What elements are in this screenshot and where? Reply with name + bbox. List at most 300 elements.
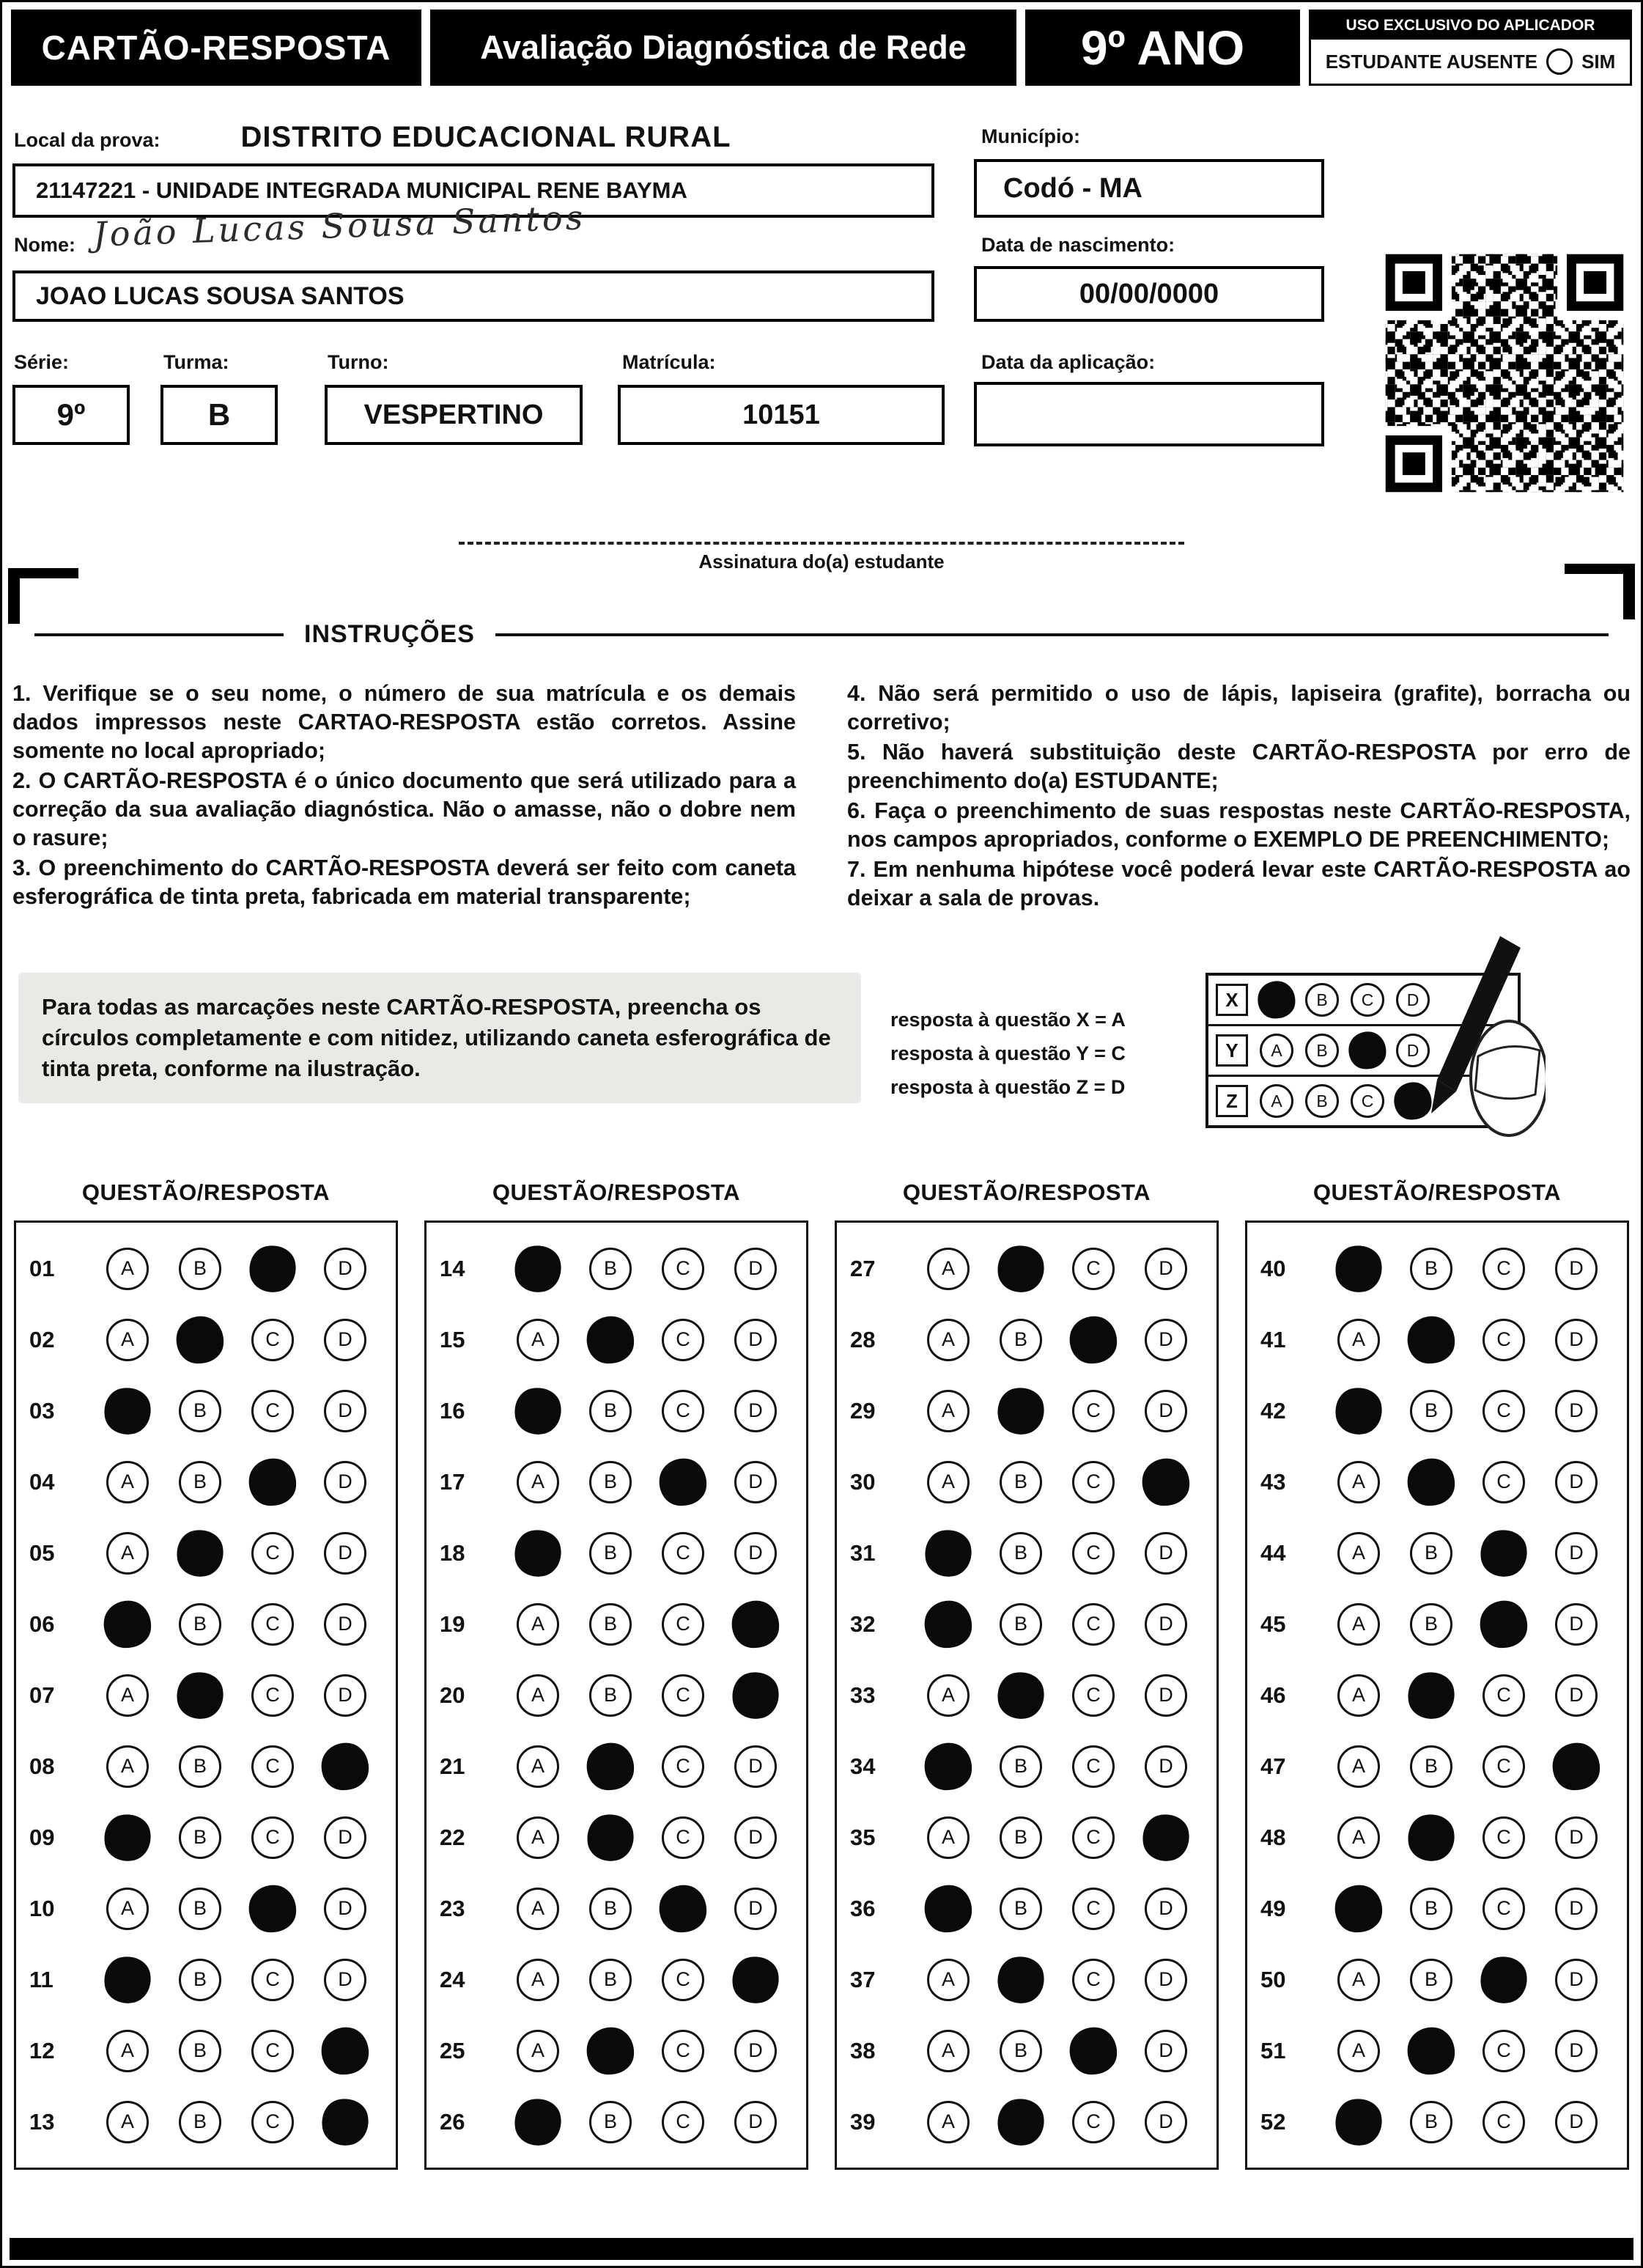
signature-line[interactable]	[459, 542, 1184, 545]
question-number: 29	[850, 1397, 876, 1424]
bubble-q41-C[interactable]: C	[1483, 1319, 1525, 1361]
bubble-q11-D[interactable]: D	[324, 1959, 366, 2001]
bubble-q14-D[interactable]: D	[734, 1248, 777, 1290]
absent-label: ESTUDANTE AUSENTE	[1325, 50, 1538, 73]
bubble-q21-B[interactable]	[583, 1739, 637, 1793]
bubble-q04-A[interactable]: A	[106, 1461, 149, 1503]
bubble-q27-B[interactable]	[994, 1242, 1048, 1296]
bubble-q15-A[interactable]: A	[517, 1319, 559, 1361]
question-number: 44	[1260, 1539, 1286, 1566]
example-caption-line-y: resposta à questão Y = C	[890, 1042, 1126, 1065]
bubble-q13-B[interactable]: B	[179, 2101, 221, 2143]
bubble-q39-B[interactable]	[994, 2095, 1048, 2149]
nascimento-box: 00/00/0000	[974, 266, 1324, 322]
question-row-34	[837, 1745, 1216, 1788]
question-number: 48	[1260, 1824, 1286, 1850]
bubble-q44-D[interactable]: D	[1555, 1532, 1598, 1575]
question-row-30	[837, 1461, 1216, 1503]
bubble-q45-D[interactable]: D	[1555, 1603, 1598, 1646]
example-bubble-X-C: C	[1351, 983, 1384, 1017]
bubble-q02-A[interactable]: A	[106, 1319, 149, 1361]
bubble-q45-A[interactable]: A	[1337, 1603, 1380, 1646]
bubble-q18-D[interactable]: D	[734, 1532, 777, 1575]
nome-label: Nome:	[14, 234, 76, 256]
bubble-q02-C[interactable]: C	[251, 1319, 294, 1361]
bubble-q40-D[interactable]: D	[1555, 1248, 1598, 1290]
bubble-q27-A[interactable]: A	[927, 1248, 970, 1290]
bubble-q19-C[interactable]: C	[662, 1603, 704, 1646]
bubble-q26-D[interactable]: D	[734, 2101, 777, 2143]
bubble-q43-D[interactable]: D	[1555, 1461, 1598, 1503]
bubble-q30-A[interactable]: A	[927, 1461, 970, 1503]
bubble-q12-D[interactable]	[318, 2024, 372, 2077]
bubble-q29-C[interactable]: C	[1072, 1390, 1115, 1432]
bubble-q25-D[interactable]: D	[734, 2030, 777, 2072]
question-row-36	[837, 1888, 1216, 1930]
turno-label: Turno:	[328, 351, 389, 373]
bubble-q35-A[interactable]: A	[927, 1816, 970, 1859]
question-row-52	[1247, 2101, 1627, 2143]
bubble-q21-C[interactable]: C	[662, 1745, 704, 1788]
bubble-q13-D[interactable]	[318, 2095, 372, 2149]
bubble-q08-A[interactable]: A	[106, 1745, 149, 1788]
bubble-q22-A[interactable]: A	[517, 1816, 559, 1859]
question-row-13	[16, 2101, 396, 2143]
bubble-q46-A[interactable]: A	[1337, 1674, 1380, 1717]
bubble-q04-C[interactable]	[245, 1455, 299, 1509]
example-caption-line-z: resposta à questão Z = D	[890, 1076, 1126, 1099]
bubble-q20-D[interactable]	[728, 1668, 783, 1723]
bubble-q09-C[interactable]: C	[251, 1816, 294, 1859]
bubble-q16-A[interactable]	[511, 1384, 565, 1438]
question-number: 08	[29, 1753, 55, 1779]
example-caption-line-x: resposta à questão X = A	[890, 1009, 1126, 1031]
bubble-q06-D[interactable]: D	[324, 1603, 366, 1646]
question-row-24	[427, 1959, 806, 2001]
bubble-q39-D[interactable]: D	[1145, 2101, 1187, 2143]
question-row-15	[427, 1319, 806, 1361]
bubble-q17-B[interactable]: B	[589, 1461, 632, 1503]
bubble-q47-C[interactable]: C	[1483, 1745, 1525, 1788]
bubble-q37-A[interactable]: A	[927, 1959, 970, 2001]
example-bubble-Z-A: A	[1260, 1084, 1293, 1118]
bubble-q14-A[interactable]	[511, 1242, 565, 1296]
bubble-q11-B[interactable]: B	[179, 1959, 221, 2001]
answer-column-header: QUESTÃO/RESPOSTA	[81, 1179, 331, 1206]
bubble-q28-D[interactable]: D	[1145, 1319, 1187, 1361]
bubble-q24-C[interactable]: C	[662, 1959, 704, 2001]
bubble-q40-A[interactable]	[1332, 1242, 1386, 1296]
bubble-q20-C[interactable]: C	[662, 1674, 704, 1717]
answer-column-1	[14, 1179, 398, 2170]
bubble-q36-B[interactable]: B	[1000, 1888, 1042, 1930]
bubble-q42-B[interactable]: B	[1410, 1390, 1452, 1432]
bubble-q38-C[interactable]	[1066, 2024, 1120, 2077]
example-row-label: Y	[1216, 1034, 1248, 1067]
answer-box	[835, 1220, 1219, 2170]
bubble-q26-B[interactable]: B	[589, 2101, 632, 2143]
bubble-q52-D[interactable]: D	[1555, 2101, 1598, 2143]
bubble-q19-D[interactable]	[728, 1597, 782, 1651]
question-row-04	[16, 1461, 396, 1503]
bubble-q16-C[interactable]: C	[662, 1390, 704, 1432]
bubble-q37-C[interactable]: C	[1072, 1959, 1115, 2001]
signature-area	[459, 542, 1184, 573]
bubble-q25-B[interactable]	[583, 2024, 637, 2077]
answer-box	[1245, 1220, 1629, 2170]
bubble-q38-B[interactable]: B	[1000, 2030, 1042, 2072]
bubble-q11-C[interactable]: C	[251, 1959, 294, 2001]
bubble-q38-D[interactable]: D	[1145, 2030, 1187, 2072]
question-number: 09	[29, 1824, 55, 1850]
turma-box: B	[160, 385, 278, 445]
bubble-q15-C[interactable]: C	[662, 1319, 704, 1361]
bubble-q40-B[interactable]: B	[1410, 1248, 1452, 1290]
bubble-q39-C[interactable]: C	[1072, 2101, 1115, 2143]
instructions-right-column	[847, 680, 1631, 914]
bubble-q15-B[interactable]	[583, 1313, 637, 1366]
bubble-q11-A[interactable]	[100, 1953, 155, 2007]
bubble-q08-C[interactable]: C	[251, 1745, 294, 1788]
question-row-48	[1247, 1816, 1627, 1859]
bubble-q40-C[interactable]: C	[1483, 1248, 1525, 1290]
question-row-11	[16, 1959, 396, 2001]
bubble-q01-C[interactable]	[245, 1242, 300, 1296]
bubble-q47-B[interactable]: B	[1410, 1745, 1452, 1788]
bubble-q46-D[interactable]: D	[1555, 1674, 1598, 1717]
bubble-q47-A[interactable]: A	[1337, 1745, 1380, 1788]
bubble-q49-C[interactable]: C	[1483, 1888, 1525, 1930]
bubble-q44-C[interactable]	[1477, 1526, 1531, 1580]
bubble-q08-B[interactable]: B	[179, 1745, 221, 1788]
bubble-q52-B[interactable]: B	[1410, 2101, 1452, 2143]
bubble-q42-D[interactable]: D	[1555, 1390, 1598, 1432]
bubble-q28-C[interactable]	[1066, 1313, 1120, 1366]
bubble-q01-A[interactable]: A	[106, 1248, 149, 1290]
bubble-q09-B[interactable]: B	[179, 1816, 221, 1859]
question-number: 03	[29, 1397, 55, 1424]
bubble-q39-A[interactable]: A	[927, 2101, 970, 2143]
question-number: 16	[440, 1397, 465, 1424]
question-row-25	[427, 2030, 806, 2072]
bubble-q07-D[interactable]: D	[324, 1674, 366, 1717]
bubble-q27-C[interactable]: C	[1072, 1248, 1115, 1290]
bubble-q48-A[interactable]: A	[1337, 1816, 1380, 1859]
question-row-01	[16, 1248, 396, 1290]
bubble-q02-D[interactable]: D	[324, 1319, 366, 1361]
card-title: CARTÃO-RESPOSTA	[11, 10, 421, 86]
instructions	[12, 680, 1631, 914]
bubble-q32-C[interactable]: C	[1072, 1603, 1115, 1646]
bubble-q34-B[interactable]: B	[1000, 1745, 1042, 1788]
bubble-q31-C[interactable]: C	[1072, 1532, 1115, 1575]
bubble-q52-A[interactable]	[1332, 2095, 1386, 2149]
question-number: 52	[1260, 2108, 1286, 2135]
bubble-q25-C[interactable]: C	[662, 2030, 704, 2072]
bubble-q51-B[interactable]	[1404, 2024, 1458, 2077]
bubble-q34-A[interactable]	[921, 1739, 975, 1793]
bubble-q36-A[interactable]	[921, 1882, 975, 1935]
bubble-q37-D[interactable]: D	[1145, 1959, 1187, 2001]
bubble-q07-A[interactable]: A	[106, 1674, 149, 1717]
bubble-q20-B[interactable]: B	[589, 1674, 632, 1717]
bubble-q43-A[interactable]: A	[1337, 1461, 1380, 1503]
bubble-q35-B[interactable]: B	[1000, 1816, 1042, 1859]
bubble-q33-A[interactable]: A	[927, 1674, 970, 1717]
bubble-q22-D[interactable]: D	[734, 1816, 777, 1859]
bubble-q36-C[interactable]: C	[1072, 1888, 1115, 1930]
example-bubble-X-A	[1255, 979, 1298, 1021]
question-row-09	[16, 1816, 396, 1859]
bubble-q01-D[interactable]: D	[324, 1248, 366, 1290]
bubble-q35-C[interactable]: C	[1072, 1816, 1115, 1859]
bubble-q29-D[interactable]: D	[1145, 1390, 1187, 1432]
bubble-q33-C[interactable]: C	[1072, 1674, 1115, 1717]
municipio-box: Codó - MA	[974, 159, 1324, 218]
bubble-q30-C[interactable]: C	[1072, 1461, 1115, 1503]
bubble-q43-C[interactable]: C	[1483, 1461, 1525, 1503]
bubble-q10-B[interactable]: B	[179, 1888, 221, 1930]
example-row-Y	[1208, 1026, 1518, 1077]
bubble-q07-B[interactable]	[173, 1668, 227, 1723]
bubble-q45-B[interactable]: B	[1410, 1603, 1452, 1646]
question-row-23	[427, 1888, 806, 1930]
bubble-q21-A[interactable]: A	[517, 1745, 559, 1788]
bubble-q47-D[interactable]	[1549, 1739, 1603, 1793]
example-section	[18, 973, 1625, 1128]
question-number: 17	[440, 1468, 465, 1495]
bubble-q50-C[interactable]	[1477, 1953, 1531, 2007]
bubble-q23-C[interactable]	[656, 1882, 709, 1935]
absent-row	[1311, 40, 1630, 84]
question-number: 33	[850, 1682, 876, 1708]
question-number: 43	[1260, 1468, 1286, 1495]
bubble-q09-A[interactable]	[100, 1811, 155, 1865]
bubble-q25-A[interactable]: A	[517, 2030, 559, 2072]
aplicador-title: USO EXCLUSIVO DO APLICADOR	[1311, 12, 1630, 40]
bubble-q51-A[interactable]: A	[1337, 2030, 1380, 2072]
bubble-q24-D[interactable]	[728, 1953, 783, 2007]
bubble-q23-B[interactable]: B	[589, 1888, 632, 1930]
example-bubble-X-B: B	[1305, 983, 1339, 1017]
bubble-q24-B[interactable]: B	[589, 1959, 632, 2001]
bubble-q03-A[interactable]	[100, 1384, 155, 1438]
question-row-03	[16, 1390, 396, 1432]
bubble-q03-D[interactable]: D	[324, 1390, 366, 1432]
question-row-26	[427, 2101, 806, 2143]
instruction-item: 3. O preenchimento do CARTÃO-RESPOSTA deverá ser feito com caneta esferográfica de tinta preta, fabricada em material transparente;	[12, 855, 796, 910]
example-bubble-Y-A: A	[1260, 1034, 1293, 1067]
answers-section	[14, 1179, 1629, 2170]
bubble-q22-B[interactable]	[583, 1811, 638, 1865]
bubble-q13-A[interactable]: A	[106, 2101, 149, 2143]
absent-circle[interactable]	[1546, 48, 1573, 75]
bubble-q50-D[interactable]: D	[1555, 1959, 1598, 2001]
bubble-q44-A[interactable]: A	[1337, 1532, 1380, 1575]
bubble-q02-B[interactable]	[173, 1313, 226, 1366]
bubble-q06-A[interactable]	[100, 1597, 154, 1651]
bubble-q35-D[interactable]	[1139, 1811, 1193, 1865]
instruction-item: 5. Não haverá substituição deste CARTÃO-RESPOSTA por erro de preenchimento do(a) ESTUDANTE;	[847, 740, 1631, 794]
bubble-q13-C[interactable]: C	[251, 2101, 294, 2143]
question-row-18	[427, 1532, 806, 1575]
bubble-q24-A[interactable]: A	[517, 1959, 559, 2001]
bubble-q43-B[interactable]	[1404, 1455, 1458, 1509]
bubble-q19-B[interactable]: B	[589, 1603, 632, 1646]
bubble-q05-B[interactable]	[173, 1526, 227, 1580]
bubble-q42-C[interactable]: C	[1483, 1390, 1525, 1432]
bubble-q14-B[interactable]: B	[589, 1248, 632, 1290]
bubble-q15-D[interactable]: D	[734, 1319, 777, 1361]
bubble-q17-D[interactable]: D	[734, 1461, 777, 1503]
bubble-q16-D[interactable]: D	[734, 1390, 777, 1432]
bubble-q14-C[interactable]: C	[662, 1248, 704, 1290]
question-row-41	[1247, 1319, 1627, 1361]
answer-column-2	[424, 1179, 808, 2170]
bubble-q27-D[interactable]: D	[1145, 1248, 1187, 1290]
bubble-q33-D[interactable]: D	[1145, 1674, 1187, 1717]
absent-option-label: SIM	[1581, 50, 1616, 73]
bubble-q31-A[interactable]	[921, 1526, 975, 1580]
serie-label: Série:	[14, 351, 70, 373]
bubble-q10-C[interactable]	[245, 1882, 299, 1935]
bubble-q19-A[interactable]: A	[517, 1603, 559, 1646]
bubble-q41-B[interactable]	[1404, 1313, 1458, 1366]
bubble-q44-B[interactable]: B	[1410, 1532, 1452, 1575]
bubble-q49-B[interactable]: B	[1410, 1888, 1452, 1930]
bubble-q17-A[interactable]: A	[517, 1461, 559, 1503]
question-number: 47	[1260, 1753, 1286, 1779]
bubble-q41-A[interactable]: A	[1337, 1319, 1380, 1361]
example-grid	[1206, 973, 1521, 1128]
bubble-q17-C[interactable]	[656, 1455, 709, 1509]
bubble-q07-C[interactable]: C	[251, 1674, 294, 1717]
bubble-q05-C[interactable]: C	[251, 1532, 294, 1575]
bubble-q46-C[interactable]: C	[1483, 1674, 1525, 1717]
bubble-q18-A[interactable]	[511, 1526, 565, 1580]
bubble-q37-B[interactable]	[994, 1953, 1048, 2007]
bubble-q29-A[interactable]: A	[927, 1390, 970, 1432]
bubble-q20-A[interactable]: A	[517, 1674, 559, 1717]
bubble-q09-D[interactable]: D	[324, 1816, 366, 1859]
bubble-q28-B[interactable]: B	[1000, 1319, 1042, 1361]
bubble-q34-C[interactable]: C	[1072, 1745, 1115, 1788]
bubble-q18-C[interactable]: C	[662, 1532, 704, 1575]
question-number: 21	[440, 1753, 465, 1779]
question-number: 26	[440, 2108, 465, 2135]
bubble-q10-D[interactable]: D	[324, 1888, 366, 1930]
fill-notice: Para todas as marcações neste CARTÃO-RESPOSTA, preencha os círculos completamente e com nitidez, utilizando caneta esferográfica de tinta preta, conforme na ilustração.	[18, 973, 861, 1103]
bubble-q01-B[interactable]: B	[179, 1248, 221, 1290]
bubble-q51-D[interactable]: D	[1555, 2030, 1598, 2072]
bubble-q36-D[interactable]: D	[1145, 1888, 1187, 1930]
question-number: 23	[440, 1895, 465, 1921]
bubble-q04-B[interactable]: B	[179, 1461, 221, 1503]
question-row-22	[427, 1816, 806, 1859]
bubble-q03-B[interactable]: B	[179, 1390, 221, 1432]
bubble-q51-C[interactable]: C	[1483, 2030, 1525, 2072]
bubble-q26-A[interactable]	[511, 2095, 565, 2149]
question-number: 46	[1260, 1682, 1286, 1708]
bubble-q06-B[interactable]: B	[179, 1603, 221, 1646]
registration-mark-left	[8, 568, 78, 624]
bubble-q38-A[interactable]: A	[927, 2030, 970, 2072]
bubble-q42-A[interactable]	[1332, 1384, 1386, 1438]
bubble-q49-D[interactable]: D	[1555, 1888, 1598, 1930]
example-bubble-Z-B: B	[1305, 1084, 1339, 1118]
question-number: 45	[1260, 1610, 1286, 1637]
bubble-q26-C[interactable]: C	[662, 2101, 704, 2143]
bubble-q32-B[interactable]: B	[1000, 1603, 1042, 1646]
bubble-q23-A[interactable]: A	[517, 1888, 559, 1930]
bubble-q32-A[interactable]	[921, 1597, 975, 1651]
question-row-19	[427, 1603, 806, 1646]
question-row-35	[837, 1816, 1216, 1859]
bubble-q31-D[interactable]: D	[1145, 1532, 1187, 1575]
instruction-item: 4. Não será permitido o uso de lápis, lapiseira (grafite), borracha ou corretivo;	[847, 681, 1631, 735]
bubble-q31-B[interactable]: B	[1000, 1532, 1042, 1575]
question-number: 34	[850, 1753, 876, 1779]
bubble-q49-A[interactable]	[1332, 1882, 1385, 1935]
bubble-q41-D[interactable]: D	[1555, 1319, 1598, 1361]
bottom-bar	[10, 2238, 1633, 2260]
bubble-q29-B[interactable]	[994, 1384, 1048, 1438]
bubble-q22-C[interactable]: C	[662, 1816, 704, 1859]
header	[11, 10, 1632, 86]
bubble-q03-C[interactable]: C	[251, 1390, 294, 1432]
question-row-45	[1247, 1603, 1627, 1646]
bubble-q12-A[interactable]: A	[106, 2030, 149, 2072]
bubble-q33-B[interactable]	[994, 1668, 1048, 1723]
question-row-29	[837, 1390, 1216, 1432]
bubble-q08-D[interactable]	[318, 1739, 372, 1793]
bubble-q48-B[interactable]	[1404, 1811, 1458, 1865]
question-row-28	[837, 1319, 1216, 1361]
aplicador-box	[1309, 10, 1632, 86]
bubble-q46-B[interactable]	[1404, 1668, 1458, 1723]
bubble-q48-D[interactable]: D	[1555, 1816, 1598, 1859]
bubble-q50-A[interactable]: A	[1337, 1959, 1380, 2001]
bubble-q32-D[interactable]: D	[1145, 1603, 1187, 1646]
bubble-q23-D[interactable]: D	[734, 1888, 777, 1930]
bubble-q30-D[interactable]	[1139, 1455, 1192, 1509]
bubble-q50-B[interactable]: B	[1410, 1959, 1452, 2001]
bubble-q05-A[interactable]: A	[106, 1532, 149, 1575]
bubble-q28-A[interactable]: A	[927, 1319, 970, 1361]
bubble-q48-C[interactable]: C	[1483, 1816, 1525, 1859]
bubble-q21-D[interactable]: D	[734, 1745, 777, 1788]
answer-box	[424, 1220, 808, 2170]
bubble-q10-A[interactable]: A	[106, 1888, 149, 1930]
question-row-14	[427, 1248, 806, 1290]
bubble-q12-C[interactable]: C	[251, 2030, 294, 2072]
bubble-q18-B[interactable]: B	[589, 1532, 632, 1575]
bubble-q34-D[interactable]: D	[1145, 1745, 1187, 1788]
matricula-label: Matrícula:	[622, 351, 716, 373]
bubble-q05-D[interactable]: D	[324, 1532, 366, 1575]
bubble-q45-C[interactable]	[1477, 1597, 1530, 1651]
bubble-q04-D[interactable]: D	[324, 1461, 366, 1503]
question-row-06	[16, 1603, 396, 1646]
bubble-q16-B[interactable]: B	[589, 1390, 632, 1432]
bubble-q06-C[interactable]: C	[251, 1603, 294, 1646]
example-row-Z	[1208, 1077, 1518, 1125]
aplicacao-box	[974, 382, 1324, 446]
bubble-q52-C[interactable]: C	[1483, 2101, 1525, 2143]
bubble-q30-B[interactable]: B	[1000, 1461, 1042, 1503]
instruction-item: 1. Verifique se o seu nome, o número de sua matrícula e os demais dados impressos neste CARTAO-RESPOSTA estão corretos. Assine somente no local apropriado;	[12, 681, 796, 764]
bubble-q12-B[interactable]: B	[179, 2030, 221, 2072]
